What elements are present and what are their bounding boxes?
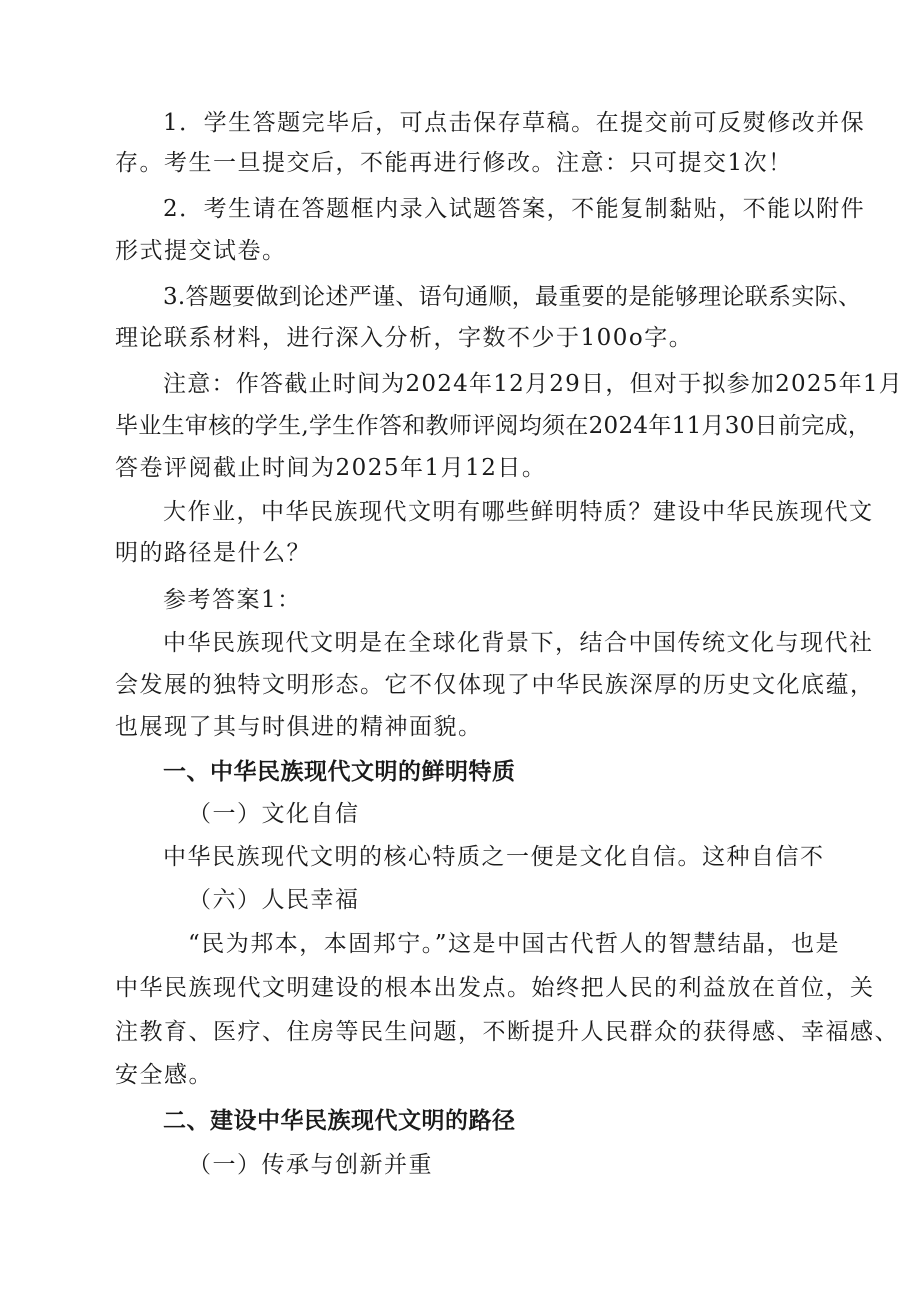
section-1-sub-6-line-2: 中华民族现代文明建设的根本出发点。始终把人民的利益放在首位，关 xyxy=(115,975,875,1001)
question-line-1: 大作业，中华民族现代文明有哪些鲜明特质？建设中华民族现代文 xyxy=(163,499,874,525)
section-1-sub-6-line-4: 安全感。 xyxy=(115,1062,213,1088)
notice-line-1: 注意：作答截止时间为2024年12月29日，但对于拟参加2025年1月 xyxy=(163,371,903,397)
notice-line-3: 答卷评阅截止时间为2025年1月12日。 xyxy=(115,455,547,481)
intro-line-1: 中华民族现代文明是在全球化背景下，结合中国传统文化与现代社 xyxy=(163,630,874,656)
section-1-sub-6-line-1: “民为邦本，本固邦宁。”这是中国古代哲人的智慧结晶，也是 xyxy=(188,931,841,957)
instruction-3-line-2: 理论联系材料，进行深入分析，字数不少于100o字。 xyxy=(115,325,694,351)
answer-label: 参考答案1： xyxy=(163,587,302,613)
intro-line-3: 也展现了其与时俱进的精神面貌。 xyxy=(115,714,483,740)
section-2-heading: 二、建设中华民族现代文明的路径 xyxy=(163,1108,516,1134)
instruction-3-line-1: 3.答题要做到论述严谨、语句通顺，最重要的是能够理论联系实际、 xyxy=(163,284,862,310)
notice-line-2: 毕业生审核的学生,学生作答和教师评阅均须在2024年11月30日前完成， xyxy=(115,413,872,439)
section-1-sub-1-text: 中华民族现代文明的核心特质之一便是文化自信。这种自信不 xyxy=(163,844,825,870)
section-1-sub-1-title: （一）文化自信 xyxy=(188,801,360,827)
instruction-1-line-1: 1．学生答题完毕后，可点击保存草稿。在提交前可反熨修改并保 xyxy=(163,110,866,136)
section-1-heading: 一、中华民族现代文明的鲜明特质 xyxy=(163,759,516,785)
section-2-sub-1-title: （一）传承与创新并重 xyxy=(188,1152,433,1178)
section-1-sub-6-title: （六）人民幸福 xyxy=(188,887,360,913)
instruction-2-line-1: 2．考生请在答题框内录入试题答案，不能复制黏贴，不能以附件 xyxy=(163,196,866,222)
instruction-1-line-2: 存。考生一旦提交后，不能再进行修改。注意：只可提交1次！ xyxy=(115,150,793,176)
section-1-sub-6-line-3: 注教育、医疗、住房等民生问题，不断提升人民群众的获得感、幸福感、 xyxy=(115,1019,899,1045)
intro-line-2: 会发展的独特文明形态。它不仅体现了中华民族深厚的历史文化底蕴， xyxy=(115,672,875,698)
question-line-2: 明的路径是什么？ xyxy=(115,540,311,566)
instruction-2-line-2: 形式提交试卷。 xyxy=(115,238,287,264)
